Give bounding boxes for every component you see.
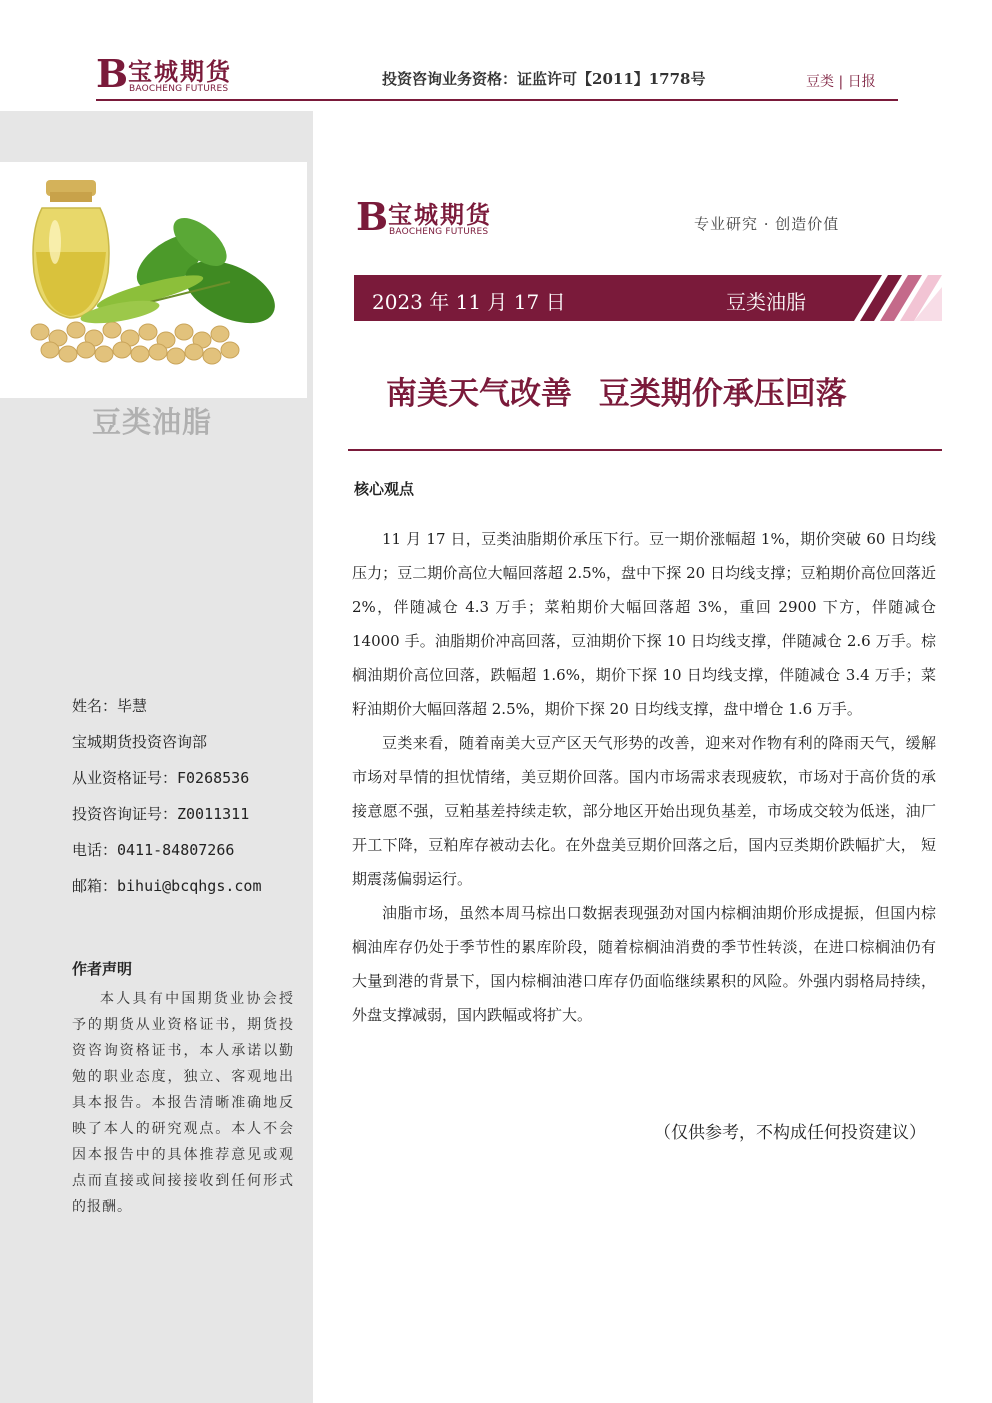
logo-b-icon: B [96, 51, 129, 96]
main-logo-en: BAOCHENG FUTURES [389, 227, 489, 237]
headline: 南美天气改善 豆类期价承压回落 [386, 376, 847, 412]
logo-b-icon: B [356, 194, 389, 239]
license-text: 投资咨询业务资格：证监许可【2011】1778号 [382, 70, 706, 88]
header-logo-cn: 宝城期货 [128, 57, 232, 86]
author-phone: 电话：0411-84807266 [72, 841, 235, 859]
author-email: 邮箱：bihui@bcqhgs.com [72, 877, 262, 895]
report-tags: 豆类 | 日报 [806, 74, 876, 90]
body-text [352, 522, 936, 1032]
main-logo-cn: 宝城期货 [388, 200, 492, 229]
main-logo [356, 195, 526, 241]
header-logo [96, 52, 256, 98]
investment-disclaimer: （仅供参考，不构成任何投资建议） [654, 1123, 926, 1143]
soybean-oil-icon [0, 162, 307, 398]
author-name: 姓名：毕慧 [72, 697, 148, 715]
author-consult-cert: 投资咨询证号：Z0011311 [72, 805, 250, 823]
header-logo-en: BAOCHENG FUTURES [129, 84, 229, 94]
disclaimer-title: 作者声明 [72, 960, 133, 978]
author-info [72, 688, 262, 904]
soybean-oil-illustration [0, 162, 307, 398]
sidebar-section-title: 豆类油脂 [92, 405, 213, 439]
header-divider [96, 99, 898, 101]
paragraph-1: 11 月 17 日，豆类油脂期价承压下行。豆一期价涨幅超 1%，期价突破 60 日均线压力；豆二期价高位大幅回落超 2.5%，盘中下探 20 日均线支撑；豆粕期价高位回落近 2%，伴随减仓 4.3 万手；菜粕期价大幅回落超 3%，重回 2900 下方，伴随减仓 14000 手。油脂期价冲高回落，豆油期价下探 10 日均线支撑，伴随减仓 2.6 万手。棕榈油期价高位回落，跌幅超 1.6%，期价下探 10 日均线支撑，伴随减仓 3.4 万手；菜籽油期价大幅回落超 2.5%，期价下探 20 日均线支撑，盘中增仓 1.6 万手。 [352, 530, 936, 718]
headline-divider [348, 449, 942, 451]
date-banner [354, 275, 942, 321]
paragraph-2: 豆类来看，随着南美大豆产区天气形势的改善，迎来对作物有利的降雨天气，缓解市场对旱情的担忧情绪，美豆期价回落。国内市场需求表现疲软，市场对于高价货的承接意愿不强，豆粕基差持续走软，部分地区开始出现负基差，市场成交较为低迷，油厂开工下降，豆粕库存被动去化。在外盘美豆期价回落之后，国内豆类期价跌幅扩大， 短期震荡偏弱运行。 [352, 734, 936, 888]
report-category: 豆类油脂 [726, 290, 806, 314]
core-view-title: 核心观点 [354, 480, 415, 498]
author-department: 宝城期货投资咨询部 [72, 733, 208, 751]
disclaimer-body: 本人具有中国期货业协会授予的期货从业资格证书，期货投资咨询资格证书，本人承诺以勤勉的职业态度，独立、客观地出具本报告。本报告清晰准确地反映了本人的研究观点。本人不会因本报告中的具体推荐意见或观点而直接或间接接收到任何形式的报酬。 [72, 991, 294, 1215]
slogan: 专业研究 · 创造价值 [694, 215, 840, 233]
report-date: 2023 年 11 月 17 日 [372, 290, 566, 314]
author-qualification: 从业资格证号：F0268536 [72, 769, 250, 787]
paragraph-3: 油脂市场，虽然本周马棕出口数据表现强劲对国内棕榈油期价形成提振，但国内棕榈油库存仍处于季节性的累库阶段，随着棕榈油消费的季节性转淡，在进口棕榈油仍有大量到港的背景下，国内棕榈油港口库存仍面临继续累积的风险。外强内弱格局持续，外盘支撑减弱，国内跌幅或将扩大。 [352, 904, 936, 1024]
